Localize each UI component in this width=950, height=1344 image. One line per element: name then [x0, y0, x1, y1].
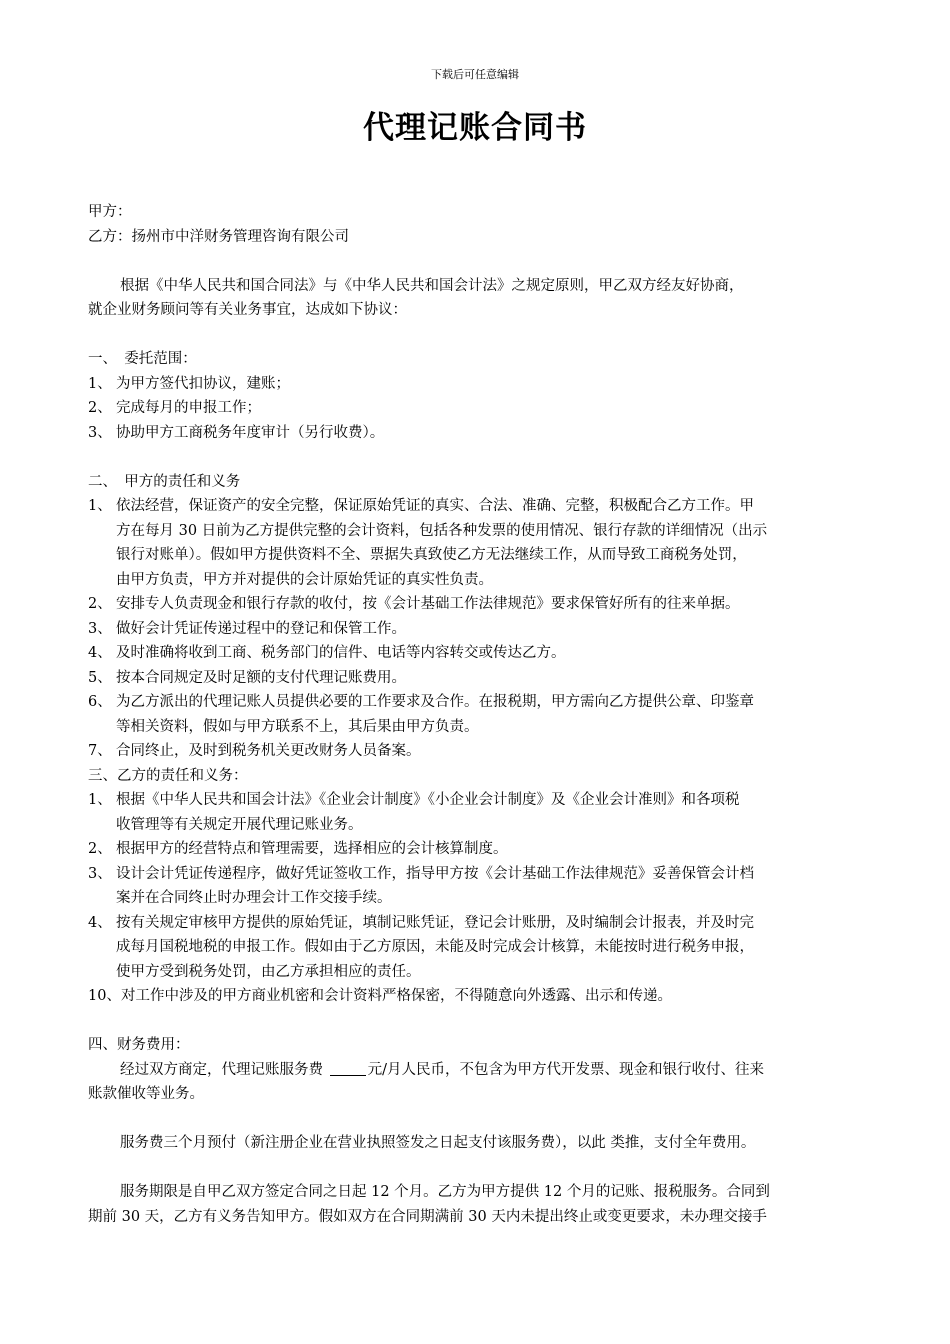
- section-2-item: 6、 为乙方派出的代理记账人员提供必要的工作要求及合作。在报税期，甲方需向乙方提供公章、印鉴章 等相关资料，假如与甲方联系不上，其后果由甲方负责。: [88, 694, 754, 735]
- section-2-item: 3、 做好会计凭证传递过程中的登记和保管工作。: [88, 620, 406, 637]
- section-1-item: 1、 为甲方签代扣协议，建账；: [88, 375, 290, 392]
- party-a-line: 甲方：: [88, 204, 132, 220]
- section-4-heading: 四、财务费用：: [88, 1037, 190, 1053]
- section-2-item: 2、 安排专人负责现金和银行存款的收付，按《会计基础工作法律规范》要求保管好所有的往来单据。: [88, 596, 740, 612]
- header-note: 下载后可任意编辑: [431, 68, 519, 81]
- section-1-item: 2、 完成每月的申报工作；: [88, 400, 261, 416]
- section-3-item-10: 10、对工作中涉及的甲方商业机密和会计资料严格保密，不得随意向外透露、出示和传递。: [88, 988, 672, 1004]
- section-3-item: 4、 按有关规定审核甲方提供的原始凭证，填制记账凭证，登记会计账册，及时编制会计报表，并及时完 成每月国税地税的申报工作。假如由于乙方原因，未能及时完成会计核算，未能按时进行税务申报， 使甲方受到税务处罚，由乙方承担相应的责任。: [88, 914, 754, 980]
- section-3-item: 1、 根据《中华人民共和国会计法》《企业会计制度》《小企业会计制度》及《企业会计准则》和各项税 收管理等有关规定开展代理记账业务。: [88, 792, 740, 833]
- section-2-item: 1、 依法经营，保证资产的安全完整，保证原始凭证的真实、合法、准确、完整，积极配合乙方工作。甲 方在每月 30 日前为乙方提供完整的会计资料，包括各种发票的使用情况、银行存款的详细情况（出示 银行对账单）。假如甲方提供资料不全、票据失真致使乙方无法继续工作，从而导致工商税务处罚， 由甲方负责，甲方并对提供的会计原始凭证的真实性负责。: [88, 498, 768, 588]
- section-2-item: 7、 合同终止，及时到税务机关更改财务人员备案。: [88, 743, 421, 759]
- fee-paragraph-line-2: 账款催收等业务。: [88, 1086, 204, 1102]
- contract-body: [88, 200, 863, 1229]
- section-3-item: 2、 根据甲方的经营特点和管理需要，选择相应的会计核算制度。: [88, 841, 508, 857]
- document-title: 代理记账合同书: [363, 110, 587, 146]
- prepay-paragraph: 服务费三个月预付（新注册企业在营业执照签发之日起支付该服务费），以此 类推，支付全年费用。: [120, 1135, 756, 1151]
- party-b-line: 乙方：扬州市中洋财务管理咨询有限公司: [88, 228, 349, 245]
- term-paragraph-line-2: 期前 30 天，乙方有义务告知甲方。假如双方在合同期满前 30 天内未提出终止或变更要求，未办理交接手: [88, 1208, 767, 1225]
- section-1-heading: 一、 委托范围：: [88, 351, 197, 367]
- section-2-item: 4、 及时准确将收到工商、税务部门的信件、电话等内容转交或传达乙方。: [88, 645, 566, 661]
- fee-paragraph-line-1: 经过双方商定，代理记账服务费 元/月人民币，不包含为甲方代开发票、现金和银行收付、往来: [120, 1061, 764, 1078]
- section-2-item: 5、 按本合同规定及时足额的支付代理记账费用。: [88, 669, 406, 686]
- section-3-item: 3、 设计会计凭证传递程序，做好凭证签收工作，指导甲方按《会计基础工作法律规范》妥善保管会计档 案并在合同终止时办理会计工作交接手续。: [88, 865, 754, 906]
- term-paragraph-line-1: 服务期限是自甲乙双方签定合同之日起 12 个月。乙方为甲方提供 12 个月的记账、报税服务。合同到: [120, 1184, 770, 1200]
- intro-line-1: 根据《中华人民共和国合同法》与《中华人民共和国会计法》之规定原则，甲乙双方经友好协商，: [120, 277, 744, 294]
- section-3-heading: 三、乙方的责任和义务：: [88, 767, 248, 784]
- section-1-item: 3、 协助甲方工商税务年度审计（另行收费）。: [88, 424, 385, 441]
- intro-line-2: 就企业财务顾问等有关业务事宜，达成如下协议：: [88, 302, 407, 318]
- fee-blank: [330, 1061, 366, 1076]
- section-2-heading: 二、 甲方的责任和义务: [88, 473, 241, 490]
